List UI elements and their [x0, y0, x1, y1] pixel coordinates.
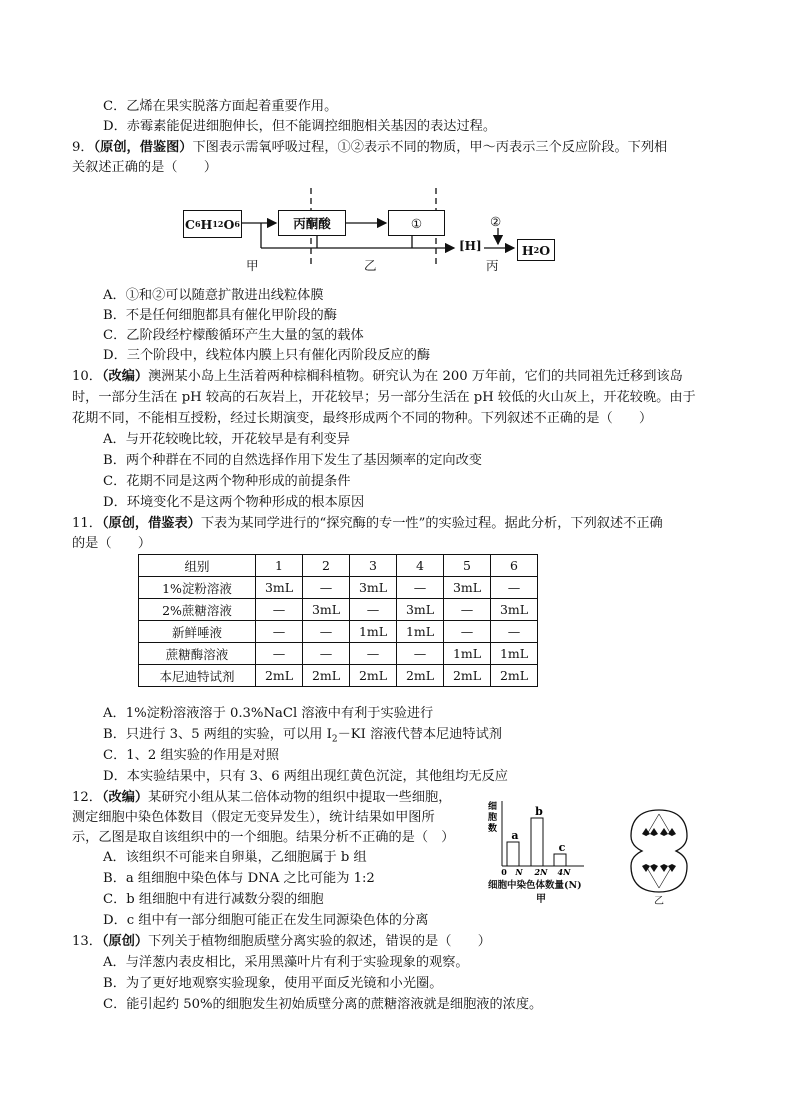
table-cell: — [350, 599, 397, 621]
hydrogen-label: [H] [459, 239, 482, 253]
q11-stem-line2: 的是（ ） [72, 536, 152, 551]
chart-bars [507, 805, 566, 866]
table-cell: — [303, 577, 350, 599]
glucose-c: C [185, 216, 195, 232]
table-cell: — [303, 621, 350, 643]
table-row [139, 577, 538, 599]
q11-option-b-part2: －KI 溶液代替本尼迪特试剂 [337, 727, 502, 742]
q10-stem-line2: 时，一部分生活在 pH 较高的石灰岩上，开花较早；另一部分生活在 pH 较低的火山灰上，开花较晚。由于 [72, 390, 696, 405]
q9-number: 9． [72, 140, 94, 155]
enzyme-experiment-table [138, 554, 538, 687]
q12-number: 12． [72, 790, 102, 805]
table-cell: — [444, 599, 491, 621]
glucose-sub-12: 12 [212, 219, 224, 229]
q12-option-b: B．a 组细胞中染色体与 DNA 之比可能为 1:2 [103, 871, 375, 886]
q12-stem-text: 某研究小组从某二倍体动物的组织中提取一些细胞， [148, 790, 452, 805]
table-cell: — [491, 621, 538, 643]
q11-option-c: C．1、2 组实验的作用是对照 [103, 748, 280, 763]
q10-source-tag: （改编） [101, 369, 149, 384]
chart-bar-c [554, 854, 566, 866]
q11-stem-text: 下表为某同学进行的“探究酶的专一性”的实验过程。据此分析，下列叙述不正确 [200, 516, 663, 531]
table-cell: 3mL [397, 599, 444, 621]
chart-bar-label-a: a [511, 829, 519, 842]
q12-stem-line1 [72, 788, 451, 808]
table-header-cell: 1 [256, 555, 303, 577]
table-cell: 新鲜唾液 [139, 621, 256, 643]
q11-stem-line1 [72, 514, 663, 534]
pyruvate-box: 丙酮酸 [278, 210, 346, 236]
water-sub: 2 [533, 245, 540, 255]
q13-option-c: C．能引起约 50%的细胞发生初始质壁分离的蔗糖溶液就是细胞液的浓度。 [103, 997, 543, 1012]
table-cell: 2mL [444, 665, 491, 687]
q9-stem-line1 [72, 138, 667, 158]
q13-option-a: A．与洋葱内表皮相比，采用黑藻叶片有利于实验现象的观察。 [103, 955, 469, 970]
glucose-sub-6: 6 [194, 219, 201, 229]
table-cell: 1mL [491, 643, 538, 665]
table-cell: 1%淀粉溶液 [139, 577, 256, 599]
q9-stem-line2: 关叙述正确的是（ ） [72, 160, 218, 175]
table-row [139, 665, 538, 687]
chromosome-count-chart [484, 797, 604, 907]
q10-option-b: B．两个种群在不同的自然选择作用下发生了基因频率的定向改变 [103, 453, 482, 468]
table-cell: 2mL [491, 665, 538, 687]
q12-option-d: D．c 组中有一部分细胞可能正在发生同源染色体的分离 [103, 913, 429, 928]
chart-bar-label-c: c [558, 841, 566, 854]
q12-option-a: A．该组织不可能来自卵巢，乙细胞属于 b 组 [103, 850, 367, 865]
chart-x-tick-label: 0 [501, 867, 507, 877]
glucose-o: O [223, 216, 235, 232]
q13-number: 13． [72, 934, 102, 949]
table-cell: 本尼迪特试剂 [139, 665, 256, 687]
table-cell: — [397, 643, 444, 665]
stage-bing-label: 丙 [486, 258, 499, 273]
chart-bar-a [507, 842, 519, 866]
respiration-diagram [180, 186, 580, 278]
q12-source-tag: （改编） [101, 790, 149, 805]
chart-bar-label-b: b [535, 805, 543, 818]
table-cell: — [397, 577, 444, 599]
q11-number: 11． [72, 516, 102, 531]
table-header-cell: 4 [397, 555, 444, 577]
q12-option-c: C．b 组细胞中有进行减数分裂的细胞 [103, 892, 324, 907]
chart-x-ticks [501, 867, 571, 877]
q10-option-d: D．环境变化不是这两个物种形成的根本原因 [103, 495, 365, 510]
q10-option-a: A．与开花较晚比较，开花较早是有利变异 [103, 432, 350, 447]
water-o: O [539, 242, 551, 258]
table-cell: 1mL [444, 643, 491, 665]
q13-option-b: B．为了更好地观察实验现象，使用平面反光镜和小光圈。 [103, 976, 443, 991]
cell-svg [628, 806, 690, 896]
stage-jia-label: 甲 [246, 258, 259, 273]
table-row [139, 643, 538, 665]
q11-source-tag: （原创，借鉴表） [101, 516, 201, 531]
q11-option-b-sub: 2 [331, 734, 338, 745]
table-header-row [139, 555, 538, 577]
table-row [139, 621, 538, 643]
chart-xlabel: 细胞中染色体数量(N) [488, 880, 582, 891]
table-cell: — [444, 621, 491, 643]
q9-option-c: C．乙阶段经柠檬酸循环产生大量的氢的载体 [103, 328, 364, 343]
substance-2-label: ② [490, 214, 502, 229]
glucose-box [183, 210, 242, 238]
table-cell: — [491, 577, 538, 599]
q8-option-d: D．赤霉素能促进细胞伸长，但不能调控细胞相关基因的表达过程。 [103, 119, 497, 134]
table-cell: — [256, 643, 303, 665]
chart-caption-jia: 甲 [536, 894, 546, 905]
table-cell: 3mL [444, 577, 491, 599]
table-cell: — [256, 599, 303, 621]
q11-option-d: D．本实验结果中，只有 3、6 两组出现红黄色沉淀，其他组均无反应 [103, 769, 508, 784]
stage-yi-label: 乙 [364, 258, 377, 273]
table-cell: — [350, 643, 397, 665]
q12-stem-line3: 示，乙图是取自该组织中的一个细胞。结果分析不正确的是（ ） [72, 830, 455, 845]
table-cell: 2mL [397, 665, 444, 687]
q8-option-c: C．乙烯在果实脱落方面起着重要作用。 [103, 99, 338, 114]
q12-stem-line2: 测定细胞中染色体数目（假定无变异发生），统计结果如甲图所 [72, 810, 435, 825]
glucose-sub-6b: 6 [234, 219, 240, 229]
q10-stem-line3: 花期不同，不能相互授粉，经过长期演变，最终形成两个不同的物种。下列叙述不正确的是（ ） [72, 411, 653, 426]
q10-number: 10． [72, 369, 102, 384]
table-cell: 1mL [350, 621, 397, 643]
table-cell: 3mL [350, 577, 397, 599]
q13-stem-line1 [72, 932, 491, 952]
table-cell: 2mL [350, 665, 397, 687]
table-header-cell: 3 [350, 555, 397, 577]
dividing-cell-figure [628, 806, 690, 907]
table-cell: 2mL [256, 665, 303, 687]
table-cell: 3mL [491, 599, 538, 621]
table-cell: 1mL [397, 621, 444, 643]
glucose-h: H [200, 216, 213, 232]
table-cell: 2mL [303, 665, 350, 687]
table-row [139, 599, 538, 621]
table-cell: — [303, 643, 350, 665]
q10-stem-line1 [72, 367, 683, 387]
table-header-cell: 5 [444, 555, 491, 577]
q13-source-tag: （原创） [101, 934, 149, 949]
q9-option-b: B．不是任何细胞都具有催化甲阶段的酶 [103, 308, 337, 323]
chart-ylabel-2: 胞 [488, 813, 498, 823]
q9-source-tag: （原创，借鉴图） [93, 140, 193, 155]
q10-option-c: C．花期不同是这两个物种形成的前提条件 [103, 474, 351, 489]
chromosomes-top [642, 828, 676, 836]
chromosomes-bottom [642, 864, 676, 872]
water-h: H [521, 242, 534, 258]
water-box [517, 239, 555, 261]
table-cell: — [256, 621, 303, 643]
table-cell: 3mL [256, 577, 303, 599]
q11-option-b-part1: B．只进行 3、5 两组的实验，可以用 I [103, 727, 332, 742]
q11-option-a: A．1%淀粉溶液溶于 0.3%NaCl 溶液中有利于实验进行 [103, 706, 434, 721]
cell-outline [631, 810, 687, 892]
q13-stem-text: 下列关于植物细胞质壁分离实验的叙述，错误的是（ ） [148, 934, 491, 949]
chart-ylabel-3: 数 [488, 824, 498, 834]
cell-caption-yi: 乙 [654, 896, 664, 907]
chart-x-tick-label: 2N [534, 867, 548, 877]
q10-stem-text: 澳洲某小岛上生活着两种棕榈科植物。研究认为在 200 万年前，它们的共同祖先迁移到该岛 [148, 369, 683, 384]
q9-option-d: D．三个阶段中，线粒体内膜上只有催化丙阶段反应的酶 [103, 348, 431, 363]
table-header-cell: 2 [303, 555, 350, 577]
substance-1-box: ① [388, 210, 445, 236]
chart-x-tick-label: 4N [557, 867, 571, 877]
table-cell: 3mL [303, 599, 350, 621]
table-header-cell: 6 [491, 555, 538, 577]
table-cell: 2%蔗糖溶液 [139, 599, 256, 621]
chart-bar-b [531, 818, 543, 866]
q9-option-a: A．①和②可以随意扩散进出线粒体膜 [103, 288, 324, 303]
chart-x-tick-label: N [515, 867, 523, 877]
table-header-cell: 组别 [139, 555, 256, 577]
q9-stem-text: 下图表示需氧呼吸过程，①②表示不同的物质，甲～丙表示三个反应阶段。下列相 [192, 140, 668, 155]
table-cell: 蔗糖酶溶液 [139, 643, 256, 665]
chart-ylabel-1: 细 [488, 802, 498, 812]
